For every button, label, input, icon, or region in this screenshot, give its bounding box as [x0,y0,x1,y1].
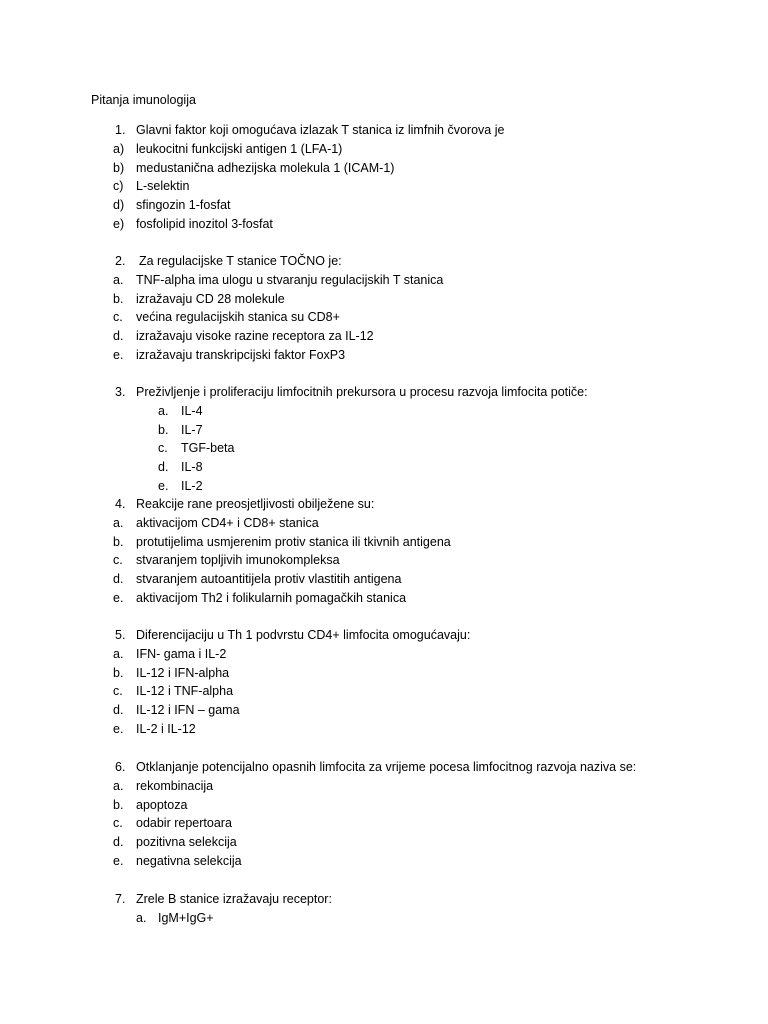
option-label: a. [113,515,124,530]
option-text: L-selektin [136,179,190,194]
question-text: Diferencijaciju u Th 1 podvrstu CD4+ limfocita omogućavaju: [136,628,471,642]
option-text: IL-12 i IFN-alpha [136,665,230,680]
question-number: 3. [115,385,126,399]
option-text: IL-7 [181,422,203,437]
option-text: TGF-beta [181,441,235,456]
option-text: fosfolipid inozitol 3-fosfat [136,217,273,231]
option-label: e. [113,348,124,362]
option-text: negativna selekcija [136,854,242,868]
option-label: a. [113,272,124,287]
option-label: b. [158,422,169,437]
option-label: a) [113,141,125,156]
question-text: Preživljenje i proliferaciju limfocitnih prekursora u procesu razvoja limfocita potiče: [136,385,588,399]
option-text: aktivacijom CD4+ i CD8+ stanica [136,515,319,530]
option-label: e. [158,479,169,493]
option-text: izražavaju visoke razine receptora za IL-12 [136,329,374,344]
option-label: b. [113,797,124,812]
option-label: e. [113,591,124,605]
option-text: IL-2 i IL-12 [136,722,196,736]
option-text: TNF-alpha ima ulogu u stvaranju regulacijskih T stanica [136,272,444,287]
option-label: c. [113,553,123,568]
option-label: c. [113,816,123,831]
option-label: e. [113,854,124,868]
option-label: d. [113,329,124,344]
option-label: a. [136,910,147,925]
option-text: medustanična adhezijska molekula 1 (ICAM-1) [136,160,395,175]
option-text: IL-12 i IFN – gama [136,703,240,718]
option-text: odabir repertoara [136,816,232,831]
option-label: d. [158,460,169,475]
option-text: stvaranjem autoantitijela protiv vlastitih antigena [136,572,402,587]
option-label: d. [113,703,124,718]
option-text: IL-12 i TNF-alpha [136,684,234,699]
option-label: a. [158,403,169,418]
option-label: c. [113,310,123,325]
option-text: IL-8 [181,460,203,475]
option-text: sfingozin 1-fosfat [136,198,231,213]
option-label: d. [113,835,124,850]
option-label: c. [113,684,123,699]
option-text: stvaranjem topljivih imunokompleksa [136,553,340,568]
question-text: Za regulacijske T stanice TOČNO je: [139,254,342,268]
option-text: IL-4 [181,403,203,418]
option-text: izražavaju CD 28 molekule [136,291,285,306]
question-number: 7. [115,892,126,906]
option-label: a. [113,646,124,661]
option-label: d. [113,572,124,587]
option-text: protutijelima usmjerenim protiv stanica ili tkivnih antigena [136,534,451,549]
option-text: izražavaju transkripcijski faktor FoxP3 [136,348,346,362]
option-label: e) [113,217,125,231]
option-label: b. [113,665,124,680]
document-title: Pitanja imunologija [91,93,196,107]
option-text: aktivacijom Th2 i folikularnih pomagačkih stanica [136,591,407,605]
option-label: c. [158,441,168,456]
option-text: leukocitni funkcijski antigen 1 (LFA-1) [136,141,343,156]
option-text: većina regulacijskih stanica su CD8+ [136,310,340,325]
question-number: 2. [115,254,126,268]
option-label: a. [113,778,124,793]
option-text: pozitivna selekcija [136,835,237,850]
option-text: IFN- gama i IL-2 [136,646,227,661]
option-text: IL-2 [181,479,203,493]
option-label: e. [113,722,124,736]
question-number: 4. [115,497,126,511]
question-text: Otklanjanje potencijalno opasnih limfocita za vrijeme pocesa limfocitnog razvoja naziva se: [136,760,637,774]
question-number: 1. [115,123,126,137]
option-text: rekombinacija [136,778,214,793]
option-label: b) [113,160,125,175]
question-text: Reakcije rane preosjetljivosti obilježene su: [136,497,375,511]
option-label: d) [113,198,125,213]
option-text: IgM+IgG+ [158,910,214,925]
option-label: b. [113,534,124,549]
option-label: b. [113,291,124,306]
question-text: Glavni faktor koji omogućava izlazak T stanica iz limfnih čvorova je [136,123,505,137]
question-number: 6. [115,760,126,774]
question-text: Zrele B stanice izražavaju receptor: [136,892,332,906]
option-text: apoptoza [136,797,188,812]
option-label: c) [113,179,124,194]
question-number: 5. [115,628,126,642]
